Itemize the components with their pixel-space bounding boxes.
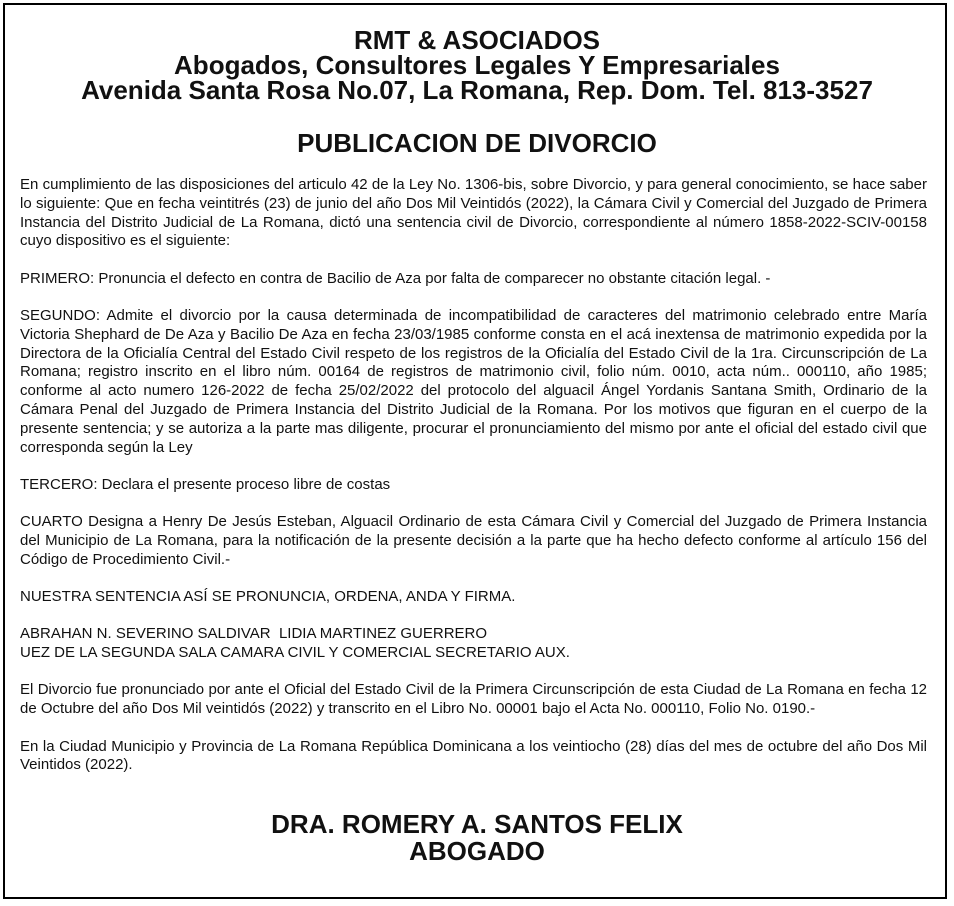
pronunciado-paragraph: El Divorcio fue pronunciado por ante el Oficial del Estado Civil de la Primera Circunscripción de esta Ciudad de La Romana en fecha 12 de Octubre del año Dos Mil veintidós (2022) y transcrito en el Libro No. 00001 bajo el Acta No. 000110, Folio No. 0190.- [20, 681, 927, 718]
segundo-paragraph: SEGUNDO: Admite el divorcio por la causa determinada de incompatibilidad de caracteres del matrimonio celebrado entre María Victoria Shephard de De Aza y Bacilio De Aza en fecha 23/03/1985 conforme consta en el acá inextensa de matrimonio expedida por la Directora de la Oficialía Central del Estado Civil respeto de los registros de la Oficialía del Estado Civil de la 1ra. Circunscripción de La Romana; registro inscrito en el libro núm. 00164 de registros de matrimonio civil, folio núm. 0010, acta núm.. 000110, año 1985; conforme al acto numero 126-2022 de fecha 25/02/2022 del protocolo del alguacil Ángel Yordanis Santana Smith, Ordinario de la Cámara Penal del Juzgado de Primera Instancia del Distrito Judicial de la Romana. Por los motivos que figuran en el cuerpo de la presente sentencia; y se autoriza a la parte mas diligente, procurar el pronunciamiento del mismo por ante el oficial del estado civil que corresponda según la Ley [20, 306, 927, 456]
signers-line: ABRAHAN N. SEVERINO SALDIVAR LIDIA MARTINEZ GUERRERO [20, 625, 488, 643]
primero-paragraph: PRIMERO: Pronuncia el defecto en contra de Bacilio de Aza por falta de comparecer no obstante citación legal. - [20, 269, 771, 287]
notice-body [20, 176, 927, 794]
signature-name: DRA. ROMERY A. SANTOS FELIX [271, 809, 683, 839]
tercero-paragraph: TERCERO: Declara el presente proceso libre de costas [20, 475, 391, 493]
intro-paragraph: En cumplimiento de las disposiciones del articulo 42 de la Ley No. 1306-bis, sobre Divorcio, y para general conocimiento, se hace saber lo siguiente: Que en fecha veintitrés (23) de junio del año Dos Mil Veintidós (2022), la Cámara Civil y Comercial del Juzgado de Primera Instancia del Distrito Judicial de La Romana, dictó una sentencia civil de Divorcio, correspondiente al número 1858-2022-SCIV-00158 cuyo dispositivo es el siguiente: [20, 176, 927, 250]
notice-title: PUBLICACION DE DIVORCIO [297, 128, 657, 158]
firm-subtitle: Abogados, Consultores Legales Y Empresariales [174, 50, 780, 80]
cuarto-paragraph: CUARTO Designa a Henry De Jesús Esteban, Alguacil Ordinario de esta Cámara Civil y Comercial del Juzgado de Primera Instancia del Municipio de La Romana, para la notificación de la presente decisión a la parte que ha hecho defecto conforme al artículo 156 del Código de Procedimiento Civil.- [20, 513, 927, 568]
firm-name: RMT & ASOCIADOS [353, 25, 601, 55]
letterhead [0, 25, 954, 105]
signature-role: ABOGADO [409, 836, 545, 866]
firm-address: Avenida Santa Rosa No.07, La Romana, Rep. Dom. Tel. 813-3527 [81, 75, 873, 105]
signers-titles-line: UEZ DE LA SEGUNDA SALA CAMARA CIVIL Y COMERCIAL SECRETARIO AUX. [20, 644, 570, 662]
signature-block [0, 811, 954, 865]
pronuncia-paragraph: NUESTRA SENTENCIA ASÍ SE PRONUNCIA, ORDENA, ANDA Y FIRMA. [20, 588, 516, 606]
ciudad-paragraph: En la Ciudad Municipio y Provincia de La Romana República Dominicana a los veintiocho (28) días del mes de octubre del año Dos Mil Veintidos (2022). [20, 737, 927, 774]
